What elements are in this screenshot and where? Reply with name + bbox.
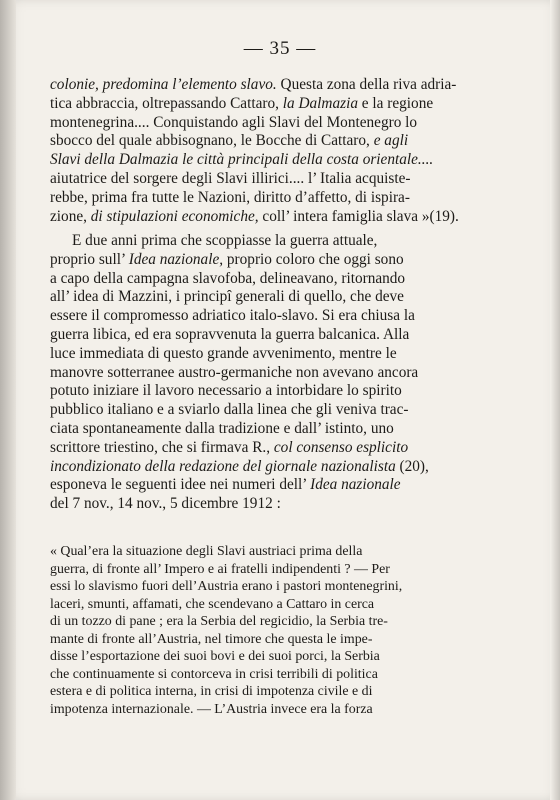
line-text: ciata spontaneamente dalla tradizione e dall’ istinto, uno xyxy=(50,419,394,437)
text-line xyxy=(50,458,465,477)
text-line xyxy=(50,495,465,514)
line-text: E due anni prima che scoppiasse la guerra attuale, xyxy=(72,232,378,249)
italic-text: col consenso esplicito xyxy=(273,438,409,456)
line-text: guerra, di fronte all’ Impero e ai fratelli indipendenti ? — Per xyxy=(50,561,390,577)
line-text: laceri, smunti, affamati, che scendevano a Cattaro in cerca xyxy=(50,596,375,612)
text-line xyxy=(50,76,465,95)
text-line xyxy=(50,543,465,561)
line-text: Questa zona della riva adria- xyxy=(276,76,457,93)
text-line xyxy=(50,701,465,719)
text-line xyxy=(50,326,465,345)
text-line xyxy=(50,648,465,666)
line-text: (20), xyxy=(395,457,429,475)
text-line xyxy=(50,364,465,383)
text-line xyxy=(50,114,465,133)
line-text: scrittore triestino, che si firmava R., xyxy=(50,438,274,456)
text-line xyxy=(50,578,465,596)
text-line xyxy=(50,683,465,701)
line-text: essi lo slavismo fuori dell’Austria erano i pastori montenegrini, xyxy=(50,579,403,594)
line-text: estera e di politica interna, in crisi di impotenza civile e di xyxy=(50,684,373,699)
line-text: tica abbraccia, oltrepassando Cattaro, xyxy=(50,94,283,112)
text-line xyxy=(50,270,465,289)
line-text: esponeva le seguenti idee nei numeri dell’ xyxy=(50,476,311,494)
text-line xyxy=(50,476,465,495)
text-line xyxy=(50,232,465,251)
page-number: — 35 — xyxy=(243,38,317,59)
text-line xyxy=(50,613,465,631)
paragraph-quote-end xyxy=(50,76,465,226)
italic-text: e agli xyxy=(373,132,409,150)
line-text: luce immediata di questo grande avvenimento, mentre le xyxy=(50,344,397,362)
italic-text: colonie, predomina l’elemento slavo. xyxy=(50,76,277,93)
line-text: e la regione xyxy=(357,94,434,112)
line-text: montenegrina.... Conquistando agli Slavi del Montenegro lo xyxy=(50,113,418,131)
text-line xyxy=(50,132,465,151)
line-text: guerra libica, ed era sopravvenuta la guerra balcanica. Alla xyxy=(50,325,410,343)
line-text: sbocco del quale abbisognano, le Bocche di Cattaro, xyxy=(50,132,374,150)
line-text: a capo della campagna slavofoba, delineavano, ritornando xyxy=(50,269,406,287)
italic-text: incondizionato della redazione del giornale nazionalista xyxy=(50,457,396,475)
line-text: impotenza internazionale. — L’Austria invece era la forza xyxy=(50,701,373,717)
italic-text: di stipulazioni economiche, xyxy=(90,207,259,225)
line-text: di un tozzo di pane ; era la Serbia del regicidio, la Serbia tre- xyxy=(50,614,388,629)
line-text: proprio coloro che oggi sono xyxy=(223,250,404,268)
italic-text: Idea nazionale xyxy=(310,476,401,494)
text-line xyxy=(50,95,465,114)
line-text: disse l’esportazione dei suoi bovi e dei suoi porci, la Serbia xyxy=(50,649,380,664)
text-line xyxy=(50,208,465,227)
line-text: all’ idea di Mazzini, i principî generali di quello, che deve xyxy=(50,288,404,306)
text-line xyxy=(50,345,465,364)
text-line xyxy=(50,561,465,579)
line-text: essere il compromesso adriatico italo-slavo. Si era chiusa la xyxy=(50,307,415,325)
line-text: « Qual’era la situazione degli Slavi austriaci prima della xyxy=(50,544,363,559)
text-line xyxy=(50,307,465,326)
text-line xyxy=(50,401,465,420)
line-text: proprio sull’ xyxy=(50,250,129,268)
italic-text: Idea nazionale, xyxy=(128,250,224,268)
text-line xyxy=(50,382,465,401)
page-edge xyxy=(550,0,560,800)
line-text: zione, xyxy=(50,207,91,225)
line-text: rebbe, prima fra tutte le Nazioni, diritto d’affetto, di ispira- xyxy=(50,188,410,206)
line-text: che continuamente si contorceva in crisi terribili di politica xyxy=(50,666,378,682)
text-line xyxy=(50,151,465,170)
line-text: aiutatrice del sorgere degli Slavi illirici.... l’ Italia acquiste- xyxy=(50,169,411,187)
text-line xyxy=(50,170,465,189)
line-text: del 7 nov., 14 nov., 5 dicembre 1912 : xyxy=(50,495,281,513)
italic-text: la Dalmazia xyxy=(282,94,358,112)
text-line xyxy=(50,288,465,307)
line-text: potuto iniziare il lavoro necessario a intorbidare lo spirito xyxy=(50,382,402,400)
line-text: mante di fronte all’Austria, nel timore che questa le impe- xyxy=(50,631,373,647)
text-line xyxy=(50,596,465,614)
text-line xyxy=(50,631,465,649)
paragraph-quotation xyxy=(50,543,465,718)
text-line xyxy=(50,251,465,270)
line-text: manovre sotterranee austro-germaniche non avevano ancora xyxy=(50,363,419,381)
text-line xyxy=(50,420,465,439)
text-line xyxy=(50,439,465,458)
text-line xyxy=(50,189,465,208)
italic-text: Slavi della Dalmazia le città principali della costa orientale.... xyxy=(50,151,434,169)
paragraph-main xyxy=(50,232,465,514)
line-text: coll’ intera famiglia slava »(19). xyxy=(258,207,459,225)
text-line xyxy=(50,666,465,684)
line-text: pubblico italiano e a sviarlo dalla linea che gli veniva trac- xyxy=(50,401,409,419)
page-binding-shadow xyxy=(0,0,16,800)
